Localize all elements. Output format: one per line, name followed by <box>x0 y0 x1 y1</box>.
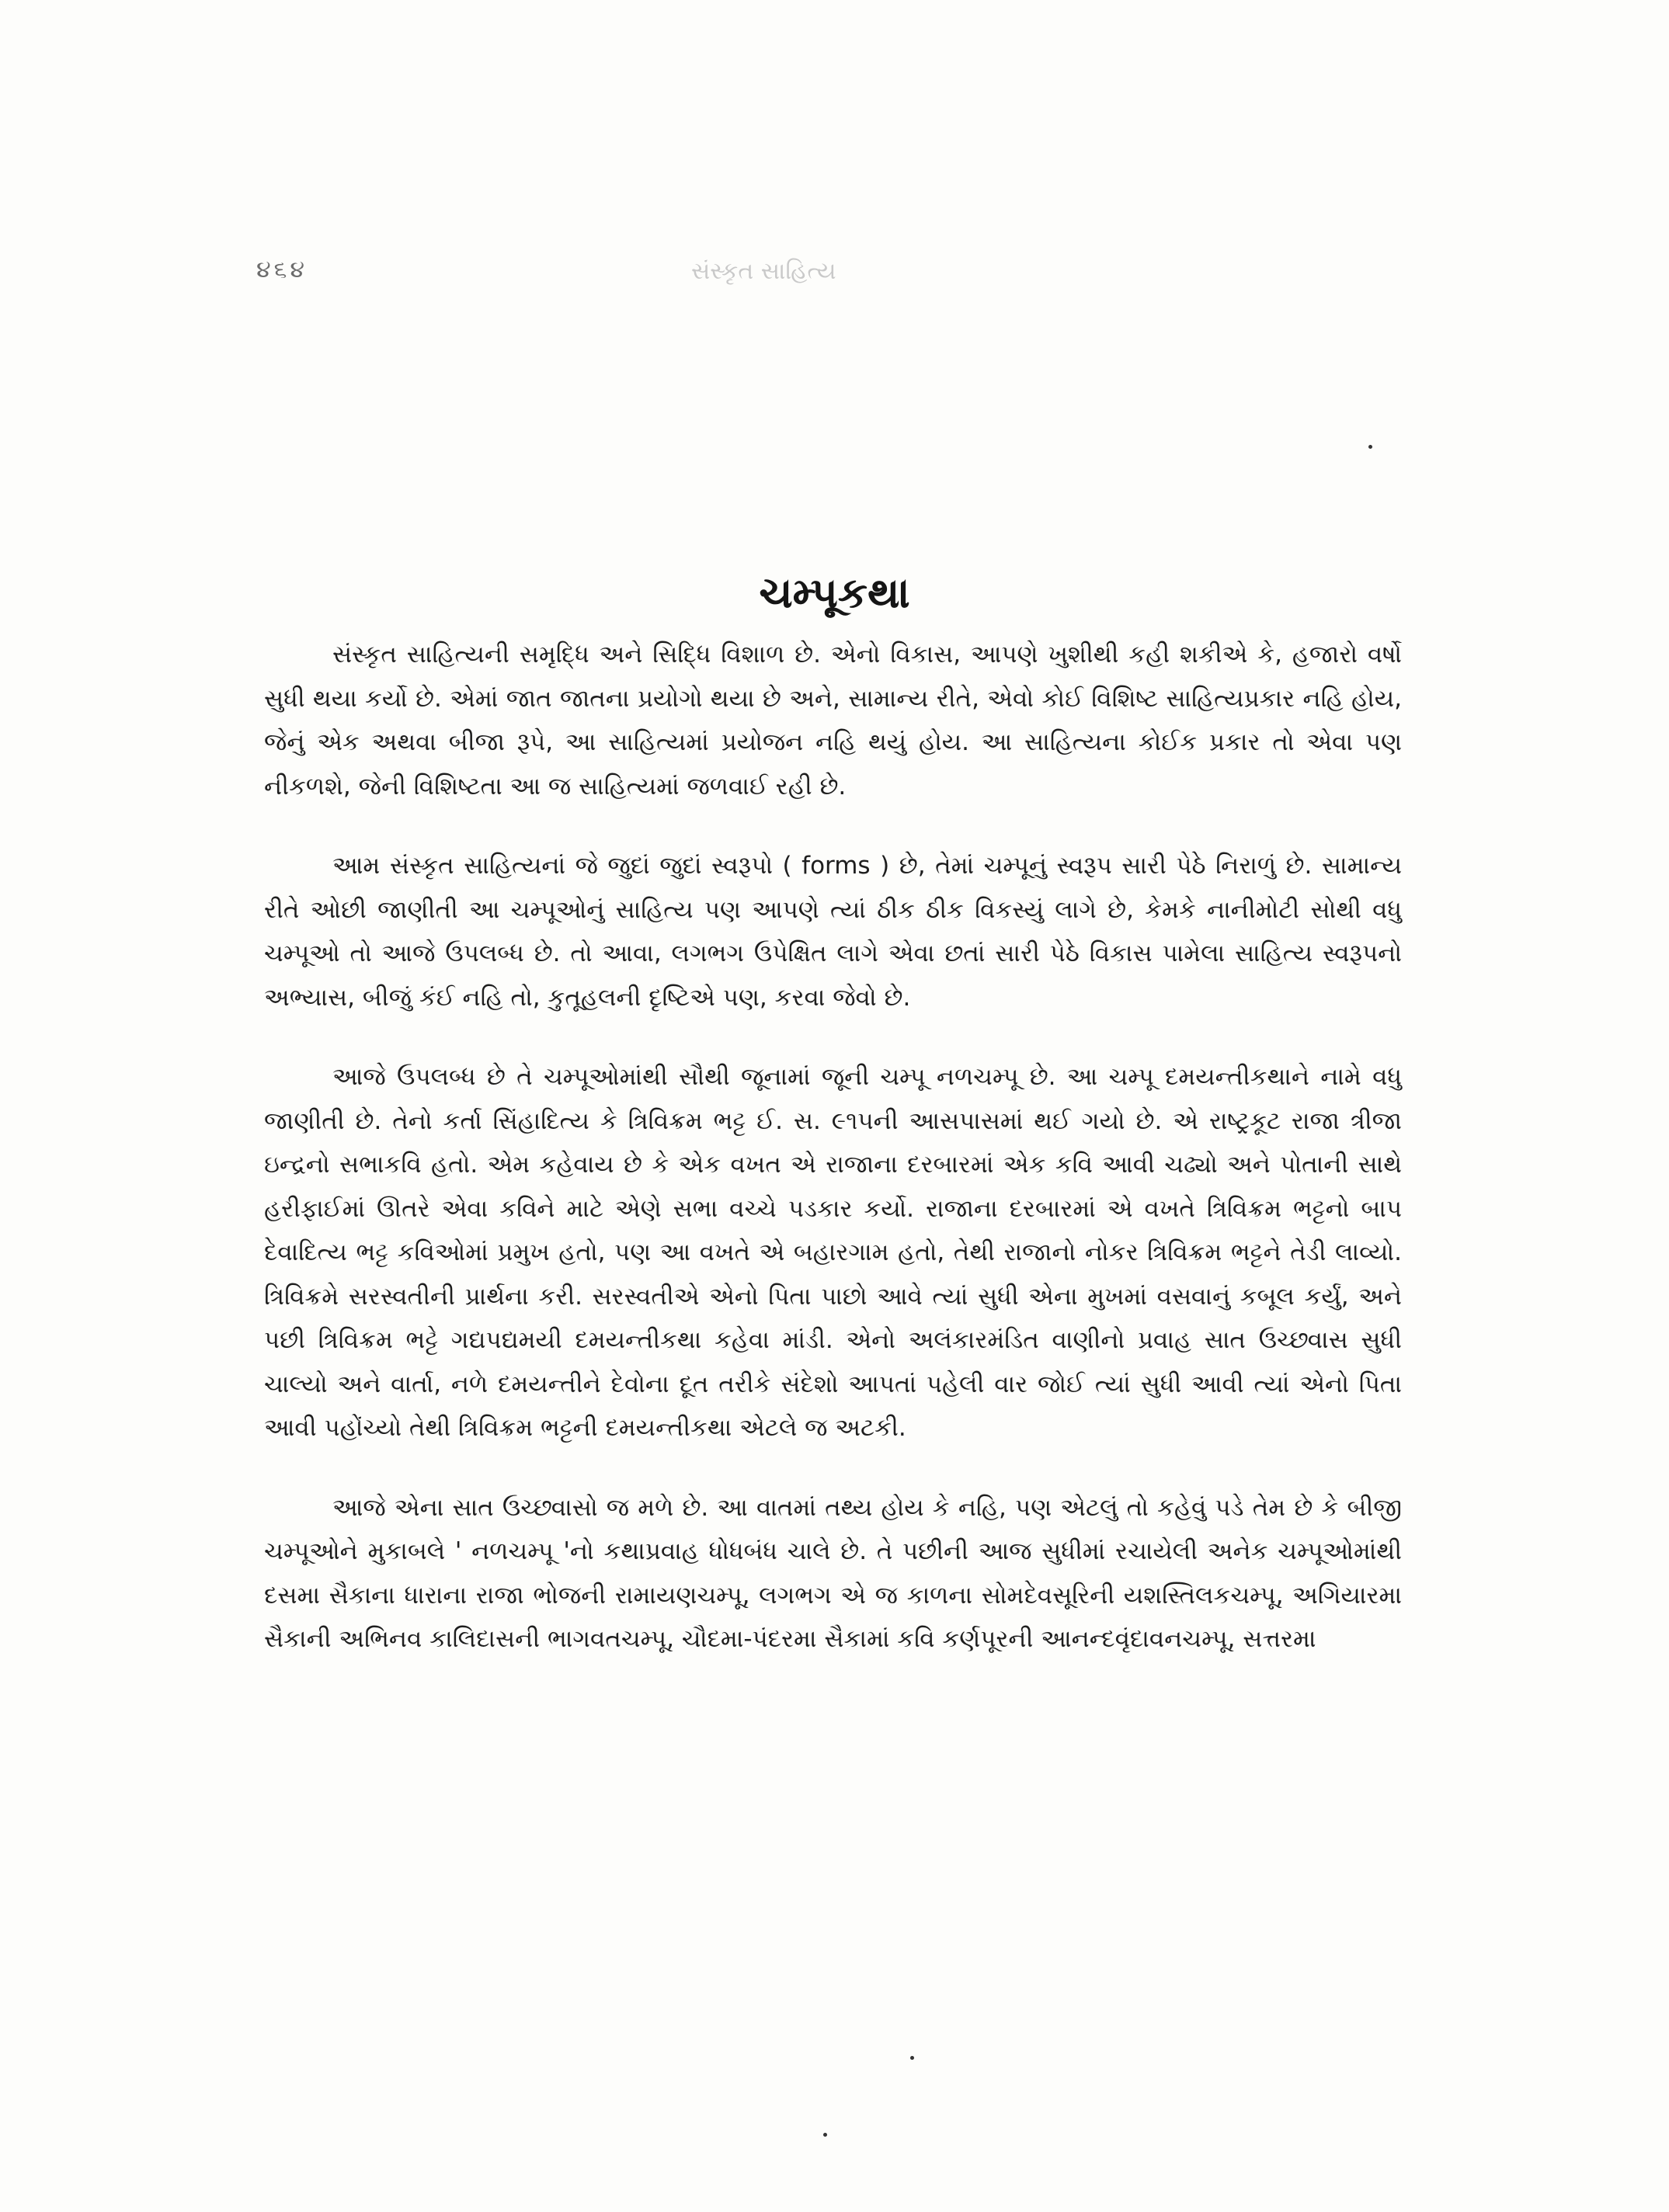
scan-speck <box>1368 445 1372 449</box>
paragraph: આજે ઉપલબ્ધ છે તે ચમ્પૂઓમાંથી સૌથી જૂનામાં જૂની ચમ્પૂ નળચમ્પૂ છે. આ ચમ્પૂ દમયન્તીકથાને નામે વધુ જાણીતી છે. તેનો કર્તા સિંહાદિત્ય કે ત્રિવિક્રમ ભટ્ટ ઈ. સ. ૯૧૫ની આસપાસમાં થઈ ગયો છે. એ રાષ્ટ્રકૂટ રાજા ત્રીજા ઇન્દ્રનો સભાકવિ હતો. એમ કહેવાય છે કે એક વખત એ રાજાના દરબારમાં એક કવિ આવી ચઢ્યો અને પોતાની સાથે હરીફાઈમાં ઊતરે એવા કવિને માટે એણે સભા વચ્ચે પડકાર કર્યો. રાજાના દરબારમાં એ વખતે ત્રિવિક્રમ ભટ્ટનો બાપ દેવાદિત્ય ભટ્ટ કવિઓમાં પ્રમુખ હતો, પણ આ વખતે એ બહારગામ હતો, તેથી રાજાનો નોકર ત્રિવિક્રમ ભટ્ટને તેડી લાવ્યો. ત્રિવિક્રમે સરસ્વતીની પ્રાર્થના કરી. સરસ્વતીએ એનો પિતા પાછો આવે ત્યાં સુધી એના મુખમાં વસવાનું કબૂલ કર્યું, અને પછી ત્રિવિક્રમ ભટ્ટે ગદ્યપદ્યમયી દમયન્તીકથા કહેવા માંડી. એનો અલંકારમંડિત વાણીનો પ્રવાહ સાત ઉચ્છ્વાસ સુધી ચાલ્યો અને વાર્તા, નળે દમયન્તીને દેવોના દૂત તરીકે સંદેશો આપતાં પહેલી વાર જોઈ ત્યાં સુધી આવી ત્યાં એનો પિતા આવી પહોંચ્યો તેથી ત્રિવિક્રમ ભટ્ટની દમયન્તીકથા એટલે જ અટકી. <box>264 1063 1402 1442</box>
paragraph: આમ સંસ્કૃત સાહિત્યનાં જે જુદાં જુદાં સ્વરૂપો ( forms ) છે, તેમાં ચમ્પૂનું સ્વરૂપ સારી પેઠે નિરાળું છે. સામાન્ય રીતે ઓછી જાણીતી આ ચમ્પૂઓનું સાહિત્ય પણ આપણે ત્યાં ઠીક ઠીક વિકસ્યું લાગે છે, કેમકે નાનીમોટી સોથી વધુ ચમ્પૂઓ તો આજે ઉપલબ્ધ છે. તો આવા, લગભગ ઉપેક્ષિત લાગે એવા છતાં સારી પેઠે વિકાસ પામેલા સાહિત્ય સ્વરૂપનો અભ્યાસ, બીજું કંઈ નહિ તો, કુતૂહલની દૃષ્ટિએ પણ, કરવા જેવો છે. <box>264 852 1402 1012</box>
paragraph: સંસ્કૃત સાહિત્યની સમૃદ્ધિ અને સિદ્ધિ વિશાળ છે. એનો વિકાસ, આપણે ખુશીથી કહી શકીએ કે, હજારો વર્ષો સુધી થયા કર્યો છે. એમાં જાત જાતના પ્રયોગો થયા છે અને, સામાન્ય રીતે, એવો કોઈ વિશિષ્ટ સાહિત્યપ્રકાર નહિ હોય, જેનું એક અથવા બીજા રૂપે, આ સાહિત્યમાં પ્રયોજન નહિ થયું હોય. આ સાહિત્યના કોઈક પ્રકાર તો એવા પણ નીકળશે, જેની વિશિષ્ટતા આ જ સાહિત્યમાં જળવાઈ રહી છે. <box>264 641 1402 800</box>
scan-speck <box>910 2056 914 2060</box>
scan-speck <box>823 2133 827 2137</box>
body-text <box>264 633 1402 1697</box>
paragraph: આજે એના સાત ઉચ્છ્વાસો જ મળે છે. આ વાતમાં તથ્ય હોય કે નહિ, પણ એટલું તો કહેવું પડે તેમ છે કે બીજી ચમ્પૂઓને મુકાબલે ' નળચમ્પૂ 'નો કથાપ્રવાહ ધોધબંધ ચાલે છે. તે પછીની આજ સુધીમાં રચાયેલી અનેક ચમ્પૂઓમાંથી દસમા સૈકાના ધારાના રાજા ભોજની રામાયણચમ્પૂ, લગભગ એ જ કાળના સોમદેવસૂરિની યશસ્તિલકચમ્પૂ, અગિયારમા સૈકાની અભિનવ કાલિદાસની ભાગવતચમ્પૂ, ચૌદમા-પંદરમા સૈકામાં કવિ કર્ણપૂરની આનન્દવૃંદાવનચમ્પૂ, સત્તરમા <box>264 1493 1402 1653</box>
chapter-title: ચમ્પૂકથા <box>759 568 910 617</box>
running-head: સંસ્કૃત સાહિત્ય <box>691 258 836 285</box>
page-number: ૪૬૪ <box>256 256 308 283</box>
